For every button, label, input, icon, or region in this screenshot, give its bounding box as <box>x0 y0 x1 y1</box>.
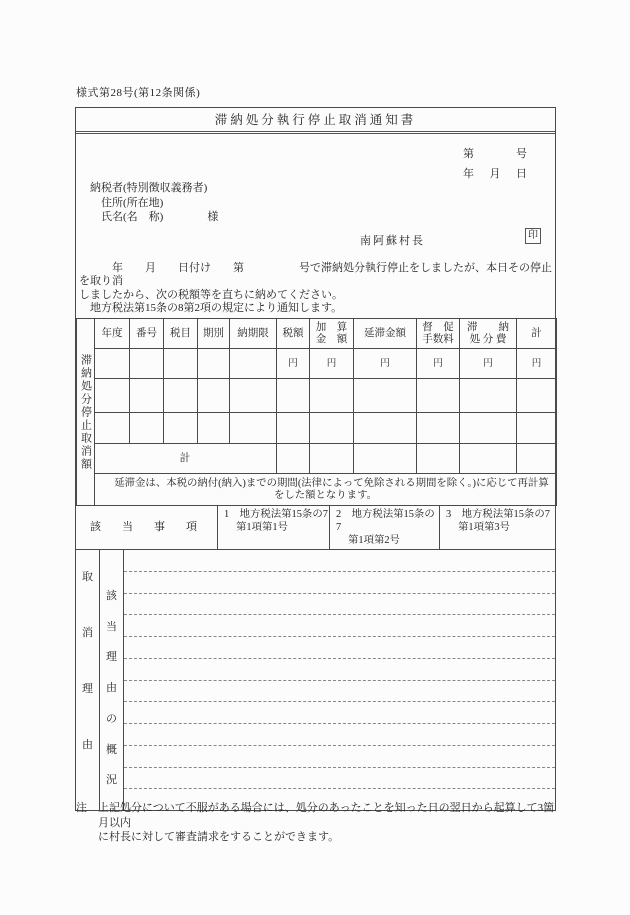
empty-cell <box>130 379 164 413</box>
empty-cell <box>164 349 198 379</box>
doc-number-suffix: 号 <box>516 148 527 160</box>
empty-cell <box>198 379 230 413</box>
col-header-demand-fee-line2: 手数料 <box>422 333 454 345</box>
empty-cell <box>354 379 417 413</box>
delinquency-note <box>95 474 557 506</box>
empty-cell <box>310 444 354 474</box>
dashed-writing-line <box>124 723 555 724</box>
col-header-surcharge <box>310 319 354 349</box>
unit-yen: 円 <box>460 349 517 379</box>
table-empty-row <box>77 413 557 444</box>
total-row-label: 計 <box>95 444 277 474</box>
table-unit-row <box>77 349 557 379</box>
dashed-writing-line <box>124 701 555 702</box>
empty-cell <box>277 444 310 474</box>
notice-form <box>75 107 556 811</box>
cancellation-reason-section <box>76 549 555 810</box>
col-header-number: 番号 <box>130 319 164 349</box>
note-text <box>98 801 558 845</box>
col-header-disposition-cost <box>460 319 517 349</box>
sender-mayor: 南阿蘇村長 <box>360 235 425 247</box>
applicable-items-row <box>76 506 555 549</box>
dashed-writing-line <box>124 614 555 615</box>
addressee-block <box>90 181 218 225</box>
date-year-label: 年 <box>463 168 474 180</box>
empty-cell <box>310 413 354 444</box>
col-header-surcharge-line2: 金 額 <box>315 333 348 345</box>
side-char: 理 <box>82 683 93 695</box>
col-header-disposition-cost-line1: 滞 納 <box>467 321 509 333</box>
empty-cell <box>354 444 417 474</box>
date-month-label: 月 <box>489 168 501 180</box>
empty-cell <box>130 413 164 444</box>
dashed-writing-line <box>124 680 555 681</box>
form-number: 様式第28号(第12条関係) <box>76 87 201 99</box>
unit-yen: 円 <box>517 349 557 379</box>
label-char: 項 <box>186 521 197 533</box>
address-label: 住所(所在地) <box>101 196 164 209</box>
empty-cell <box>164 413 198 444</box>
appeal-note-line-1: 上記処分について不服がある場合には、処分のあったことを知った日の翌日から起算して3箇月以内 <box>98 802 555 829</box>
empty-cell <box>310 379 354 413</box>
col-header-tax-item: 税目 <box>164 319 198 349</box>
appeal-note <box>76 801 558 845</box>
item-line-2: 第1項第3号 <box>458 522 510 533</box>
body-line-1: 年 月 日付け 第 号で滞納処分執行停止をしましたが、本日その停止を取り消 <box>79 262 552 288</box>
label-char: 該 <box>90 521 101 533</box>
item-line-1: 2 地方税法第15条の7 <box>336 509 435 533</box>
name-label: 氏名(名 称) <box>101 211 164 223</box>
appeal-note-line-2: に村長に対して審査請求をすることができます。 <box>98 831 340 843</box>
empty-cell <box>354 413 417 444</box>
date-day-label: 日 <box>516 168 527 180</box>
body-line-3: 地方税法第15条の8第2項の規定により通知します。 <box>79 302 343 315</box>
empty-cell <box>517 413 557 444</box>
unit-yen: 円 <box>417 349 460 379</box>
unit-yen: 円 <box>354 349 417 379</box>
item-line-2: 第1項第1号 <box>236 522 288 533</box>
side-char: 消 <box>82 627 93 639</box>
name-label-line <box>90 210 218 225</box>
empty-cell <box>164 379 198 413</box>
table-header-row <box>77 319 557 349</box>
applicable-items-label <box>76 506 218 549</box>
empty-cell <box>130 349 164 379</box>
empty-cell <box>460 379 517 413</box>
col-header-due-date: 納期限 <box>230 319 277 349</box>
dashed-writing-line <box>124 788 555 789</box>
dashed-writing-line <box>124 658 555 659</box>
applicable-item-2 <box>330 506 440 549</box>
col-header-year: 年度 <box>95 319 130 349</box>
dashed-writing-line <box>124 571 555 572</box>
empty-cell <box>198 349 230 379</box>
body-line-2: しましたから、次の税額等を直ちに納めてください。 <box>79 288 343 301</box>
label-char: 事 <box>154 521 165 533</box>
inner-char: 理 <box>106 651 117 664</box>
side-char: 取 <box>82 571 93 583</box>
table-side-label: 滞納処分停止取消額 <box>77 319 95 506</box>
empty-cell <box>95 413 130 444</box>
empty-cell <box>517 444 557 474</box>
note-line-1: 延滞金は、本税の納付(納入)までの期間(法律によって免除される期間を除く。)に応じて再計算 <box>114 477 549 489</box>
empty-cell <box>517 379 557 413</box>
empty-cell <box>230 379 277 413</box>
seal-mark: 印 <box>525 228 541 244</box>
table-empty-row <box>77 379 557 413</box>
honorific-sama: 様 <box>207 211 219 223</box>
taxpayer-label: 納税者(特別徴収義務者) <box>90 182 208 194</box>
empty-cell <box>460 444 517 474</box>
document-header <box>76 134 555 318</box>
inner-char: 況 <box>106 774 117 787</box>
reason-summary-label <box>100 550 124 810</box>
inner-char: 当 <box>106 620 117 633</box>
applicable-item-1 <box>218 506 330 549</box>
document-number-block <box>463 145 527 181</box>
inner-char: 概 <box>106 743 117 756</box>
empty-cell <box>277 413 310 444</box>
item-line-1: 1 地方税法第15条の7 <box>224 509 328 520</box>
col-header-total: 計 <box>517 319 557 349</box>
empty-cell <box>417 413 460 444</box>
note-line-2: をした額となります。 <box>273 489 378 501</box>
empty-cell <box>230 413 277 444</box>
label-char: 当 <box>122 521 133 533</box>
document-title: 滞納処分執行停止取消通知書 <box>76 108 555 134</box>
item-line-2: 第1項第2号 <box>348 535 400 546</box>
applicable-item-3 <box>440 506 555 549</box>
col-header-delinquency-charge: 延滞金額 <box>354 319 417 349</box>
empty-cell <box>198 413 230 444</box>
empty-cell <box>230 349 277 379</box>
col-header-period: 期別 <box>198 319 230 349</box>
cancelled-amount-table <box>76 318 557 506</box>
reason-side-label <box>76 550 100 810</box>
empty-cell <box>417 444 460 474</box>
table-total-row <box>77 444 557 474</box>
note-prefix: 注 <box>76 802 87 814</box>
dashed-writing-line <box>124 745 555 746</box>
reason-writing-area <box>124 550 555 810</box>
notice-body-paragraph <box>79 262 552 316</box>
table-note-row <box>77 474 557 506</box>
col-header-surcharge-line1: 加 算 <box>315 321 348 333</box>
col-header-demand-fee <box>417 319 460 349</box>
empty-cell <box>277 379 310 413</box>
empty-cell <box>460 413 517 444</box>
inner-char: 該 <box>106 589 117 602</box>
col-header-tax-amount: 税額 <box>277 319 310 349</box>
dashed-writing-line <box>124 636 555 637</box>
inner-char: 由 <box>106 682 117 694</box>
empty-cell <box>95 349 130 379</box>
side-char: 由 <box>82 739 93 751</box>
doc-number-prefix: 第 <box>463 148 474 160</box>
unit-yen: 円 <box>277 349 310 379</box>
dashed-writing-line <box>124 593 555 594</box>
col-header-disposition-cost-line2: 処 分 費 <box>469 333 507 345</box>
item-line-1: 3 地方税法第15条の7 <box>446 509 550 520</box>
unit-yen: 円 <box>310 349 354 379</box>
empty-cell <box>417 379 460 413</box>
inner-char: の <box>106 712 117 725</box>
dashed-writing-line <box>124 767 555 768</box>
col-header-demand-fee-line1: 督 促 <box>422 321 454 333</box>
empty-cell <box>95 379 130 413</box>
